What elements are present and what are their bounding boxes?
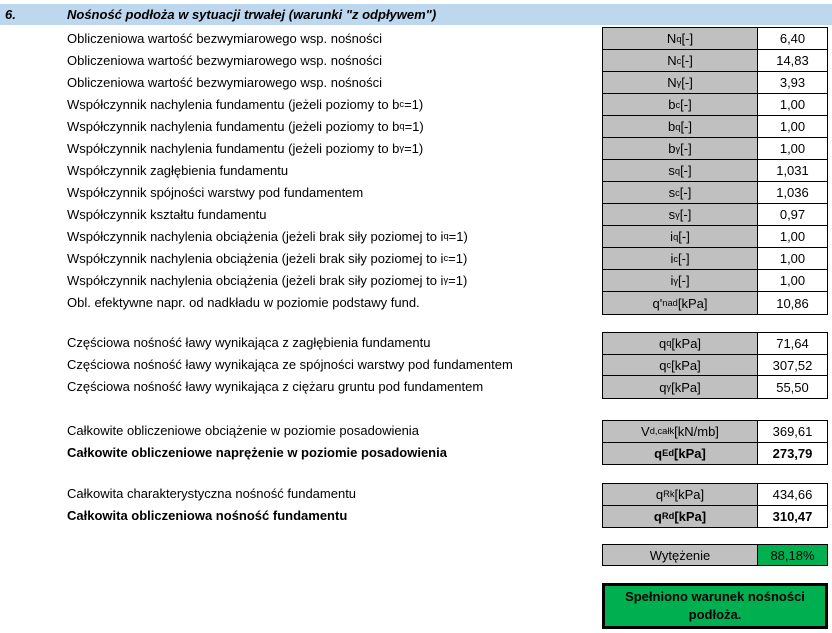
- row-label: Całkowita charakterystyczna nośność fundamentu: [67, 486, 357, 502]
- table-row: [603, 270, 827, 292]
- value-cell[interactable]: 6,40: [758, 28, 827, 49]
- symbol-cell: b q [-]: [603, 116, 758, 137]
- row-label: Współczynnik nachylenia fundamentu (jeżeli poziomy to b c =1): [67, 96, 424, 112]
- calc-block: [0, 332, 832, 397]
- table-row: [603, 292, 827, 314]
- row-label: Obliczeniowa wartość bezwymiarowego wsp. nośności: [67, 30, 383, 46]
- value-cell[interactable]: 310,47: [758, 506, 827, 528]
- symbol-cell: q Rk [kPa]: [603, 484, 758, 505]
- value-cell[interactable]: 1,036: [758, 182, 827, 203]
- symbol-cell: b c [-]: [603, 94, 758, 115]
- value-cell[interactable]: 1,00: [758, 270, 827, 291]
- table-row: [603, 226, 827, 248]
- calc-block: [0, 27, 832, 313]
- value-cell[interactable]: 273,79: [758, 443, 827, 465]
- symbol-cell: s γ [-]: [603, 204, 758, 225]
- row-label: Obliczeniowa wartość bezwymiarowego wsp. nośności: [67, 74, 383, 90]
- value-cell[interactable]: 14,83: [758, 50, 827, 71]
- value-cell[interactable]: 1,031: [758, 160, 827, 181]
- table-row: [603, 333, 827, 355]
- value-cell[interactable]: 10,86: [758, 292, 827, 314]
- table-row: [603, 138, 827, 160]
- row-label: Częściowa nośność ławy wynikająca z zagłębienia fundamentu: [67, 335, 431, 351]
- value-cell[interactable]: 307,52: [758, 355, 827, 376]
- row-label: Całkowita obliczeniowa nośność fundamentu: [67, 507, 348, 523]
- symbol-cell: q Rd [kPa]: [603, 506, 758, 528]
- row-label: Współczynnik kształtu fundamentu: [67, 206, 267, 222]
- value-cell[interactable]: 0,97: [758, 204, 827, 225]
- cell-column: [602, 27, 828, 315]
- symbol-cell: i γ [-]: [603, 270, 758, 291]
- utilization-value-cell[interactable]: 88,18%: [758, 545, 827, 565]
- symbol-cell: q c [kPa]: [603, 355, 758, 376]
- symbol-cell: i q [-]: [603, 226, 758, 247]
- symbol-cell: N c [-]: [603, 50, 758, 71]
- table-row: [603, 421, 827, 443]
- symbol-cell: s q [-]: [603, 160, 758, 181]
- row-label: Współczynnik nachylenia fundamentu (jeżeli poziomy to b γ =1): [67, 140, 424, 156]
- value-cell[interactable]: 434,66: [758, 484, 827, 505]
- row-label: Częściowa nośność ławy wynikająca z ciężaru gruntu pod fundamentem: [67, 378, 484, 394]
- symbol-cell: V d,całk [kN/mb]: [603, 421, 758, 442]
- table-row: [603, 28, 827, 50]
- symbol-cell: q' nad [kPa]: [603, 292, 758, 314]
- cell-column: [602, 420, 828, 465]
- row-label: Obl. efektywne napr. od nadkładu w poziomie podstawy fund.: [67, 294, 420, 310]
- value-cell[interactable]: 369,61: [758, 421, 827, 442]
- table-row: [603, 248, 827, 270]
- row-label: Współczynnik zagłębienia fundamentu: [67, 162, 289, 178]
- table-row: [603, 443, 827, 465]
- symbol-cell: q q [kPa]: [603, 333, 758, 354]
- symbol-cell: N q [-]: [603, 28, 758, 49]
- section-header-row: [0, 4, 832, 25]
- utilization-row: [602, 544, 828, 566]
- value-cell[interactable]: 1,00: [758, 116, 827, 137]
- value-cell[interactable]: 1,00: [758, 94, 827, 115]
- table-row: [603, 484, 827, 506]
- value-cell[interactable]: 1,00: [758, 226, 827, 247]
- value-cell[interactable]: 3,93: [758, 72, 827, 93]
- table-row: [603, 94, 827, 116]
- table-row: [603, 182, 827, 204]
- value-cell[interactable]: 1,00: [758, 138, 827, 159]
- table-row: [603, 160, 827, 182]
- row-label: Częściowa nośność ławy wynikająca ze spójności warstwy pod fundamentem: [67, 357, 513, 373]
- value-cell[interactable]: 1,00: [758, 248, 827, 269]
- row-label: Całkowite obliczeniowe naprężenie w poziomie posadowienia: [67, 444, 447, 460]
- value-cell[interactable]: 55,50: [758, 376, 827, 398]
- calc-block: [0, 483, 832, 526]
- symbol-cell: q Ed [kPa]: [603, 443, 758, 465]
- row-label: Współczynnik nachylenia fundamentu (jeżeli poziomy to b q =1): [67, 118, 424, 134]
- table-row: [603, 506, 827, 528]
- cell-column: [602, 483, 828, 528]
- table-row: [603, 72, 827, 94]
- row-label: Współczynnik nachylenia obciążenia (jeżeli brak siły poziomej to i q =1): [67, 228, 468, 244]
- utilization-label-cell: Wytężenie: [603, 545, 758, 565]
- cell-column: [602, 332, 828, 399]
- row-label: Współczynnik spójności warstwy pod fundamentem: [67, 184, 364, 200]
- verdict-box: [602, 583, 828, 629]
- table-row: [603, 376, 827, 398]
- symbol-cell: s c [-]: [603, 182, 758, 203]
- row-label: Obliczeniowa wartość bezwymiarowego wsp. nośności: [67, 52, 383, 68]
- symbol-cell: N γ [-]: [603, 72, 758, 93]
- table-row: [603, 204, 827, 226]
- table-row: [603, 50, 827, 72]
- row-label: Całkowite obliczeniowe obciążenie w poziomie posadowienia: [67, 423, 419, 439]
- verdict-text: Spełniono warunek nośności podłoża.: [625, 588, 805, 622]
- symbol-cell: i c [-]: [603, 248, 758, 269]
- symbol-cell: q γ [kPa]: [603, 376, 758, 398]
- section-number: 6.: [5, 7, 16, 22]
- section-title: Nośność podłoża w sytuacji trwałej (warunki "z odpływem"): [67, 7, 437, 22]
- symbol-cell: b γ [-]: [603, 138, 758, 159]
- table-row: [603, 355, 827, 377]
- value-cell[interactable]: 71,64: [758, 333, 827, 354]
- row-label: Współczynnik nachylenia obciążenia (jeżeli brak siły poziomej to i γ =1): [67, 272, 468, 288]
- table-row: [603, 116, 827, 138]
- row-label: Współczynnik nachylenia obciążenia (jeżeli brak siły poziomej to i c =1): [67, 250, 468, 266]
- calc-block: [0, 420, 832, 463]
